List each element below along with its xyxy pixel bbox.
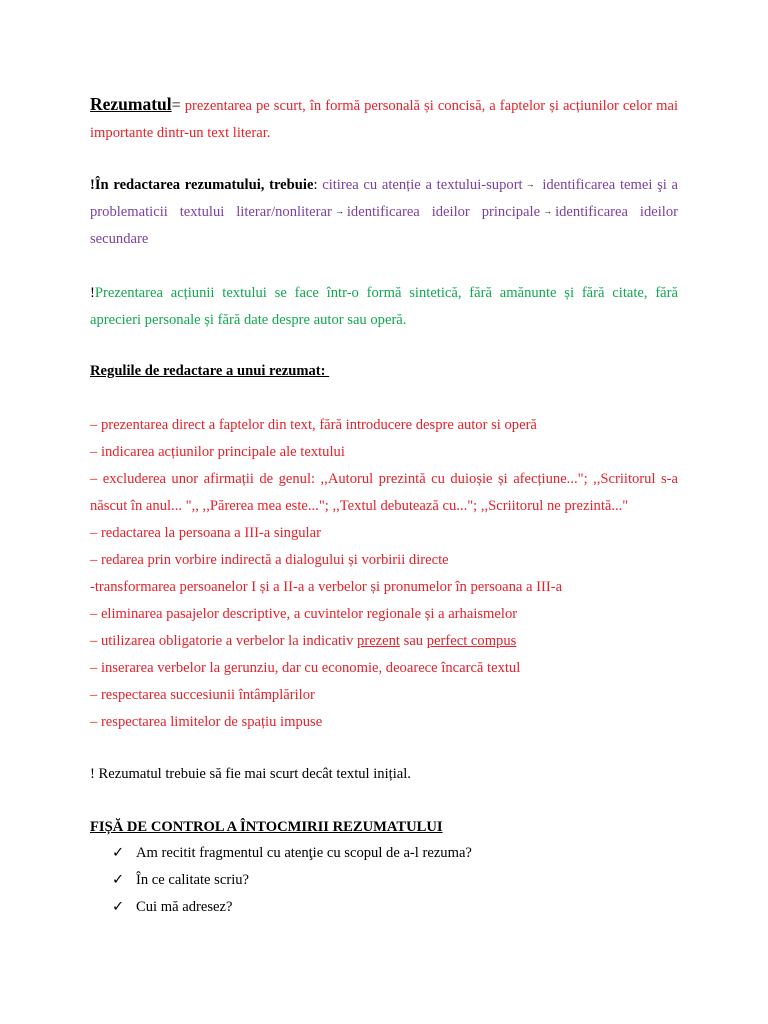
presentation-note-bang: ! (90, 285, 95, 301)
rule-item: – inserarea verbelor la gerunziu, dar cu economie, deoarece încarcă textul (90, 660, 521, 676)
checklist-item (90, 867, 678, 894)
presentation-note (90, 280, 678, 334)
rule-item: – respectarea limitelor de spațiu impuse (90, 714, 323, 730)
checklist (90, 840, 678, 921)
checklist-item (90, 894, 678, 921)
checklist-item (90, 840, 678, 867)
rules-heading (90, 358, 678, 385)
presentation-note-text: Prezentarea acțiunii textului se face într-o formă sintetică, fără amănunte și fără citate, fără aprecieri personale și fără date despre autor sau operă. (90, 285, 678, 328)
checklist-item-text: Cui mă adresez? (136, 899, 233, 915)
writing-steps-lead: !În redactarea rezumatului, trebuie (90, 177, 314, 193)
rule-indicative-prefix: – utilizarea obligatorie a verbelor la indicativ (90, 633, 358, 649)
rule-item: – respectarea succesiunii întâmplărilor (90, 687, 315, 703)
rule-indicative-present: prezent (357, 633, 400, 649)
rule-indicative-or: sau (400, 633, 427, 649)
writing-steps-paragraph (90, 172, 678, 253)
rule-item: – redactarea la persoana a III-a singular (90, 525, 321, 541)
check-icon: ✓ (112, 872, 125, 888)
checklist-item-text: Am recitit fragmentul cu atenţie cu scopul de a-l rezuma? (136, 845, 472, 861)
arrow-icon: → (543, 206, 553, 217)
rule-item: – indicarea acțiunilor principale ale textului (90, 444, 345, 460)
rule-item: – eliminarea pasajelor descriptive, a cuvintelor regionale și a arhaismelor (90, 606, 518, 622)
definition-paragraph (90, 91, 678, 147)
checklist-item-text: În ce calitate scriu? (136, 872, 250, 888)
definition-equals: = (171, 97, 181, 114)
length-note (90, 761, 678, 788)
rules-list (90, 412, 678, 736)
rule-item: -transformarea persoanelor I și a II-a a verbelor și pronumelor în persoana a III-a (90, 579, 563, 595)
step-read-carefully: citirea cu atenție a textului-suport (322, 177, 523, 193)
rule-indicative-perfect: perfect compus (426, 633, 517, 649)
check-icon: ✓ (112, 845, 125, 861)
checklist-heading (90, 814, 678, 841)
rule-item: – redarea prin vorbire indirectă a dialogului și vorbirii directe (90, 552, 449, 568)
step-secondary-ideas: identificarea ideilor secundare (90, 204, 678, 248)
rules-heading-text: Regulile de redactare a unui rezumat: (90, 363, 330, 379)
step-main-ideas: identificarea ideilor principale (346, 204, 541, 221)
rule-item-indicative (90, 628, 678, 655)
writing-steps-colon: : (313, 177, 323, 193)
definition-term: Rezumatul (90, 94, 172, 114)
rule-item: – prezentarea direct a faptelor din text, fără introducere despre autor si operă (90, 417, 537, 433)
length-note-text: ! Rezumatul trebuie să fie mai scurt decât textul inițial. (90, 766, 411, 782)
definition-text: prezentarea pe scurt, în formă personală și concisă, a faptelor și acțiunilor celor mai importante dintr-un text literar. (90, 98, 678, 141)
step-identify-theme: identificarea temei şi a problematicii textului literar/nonliterar (90, 177, 679, 221)
arrow-icon: → (334, 206, 344, 217)
check-icon: ✓ (112, 899, 125, 915)
arrow-icon: → (525, 179, 535, 190)
checklist-heading-text: FIȘĂ DE CONTROL A ÎNTOCMIRII REZUMATULUI (90, 819, 443, 835)
rule-item: – excluderea unor afirmații de genul: ,,Autorul prezintă cu duioșie și afecțiune..."; ,,Scriitorul s-a născut în anul... ",, ,,Părerea mea este..."; ,,Textul debutează cu..."; ,,Scriitorul ne prezintă..." (90, 471, 678, 514)
